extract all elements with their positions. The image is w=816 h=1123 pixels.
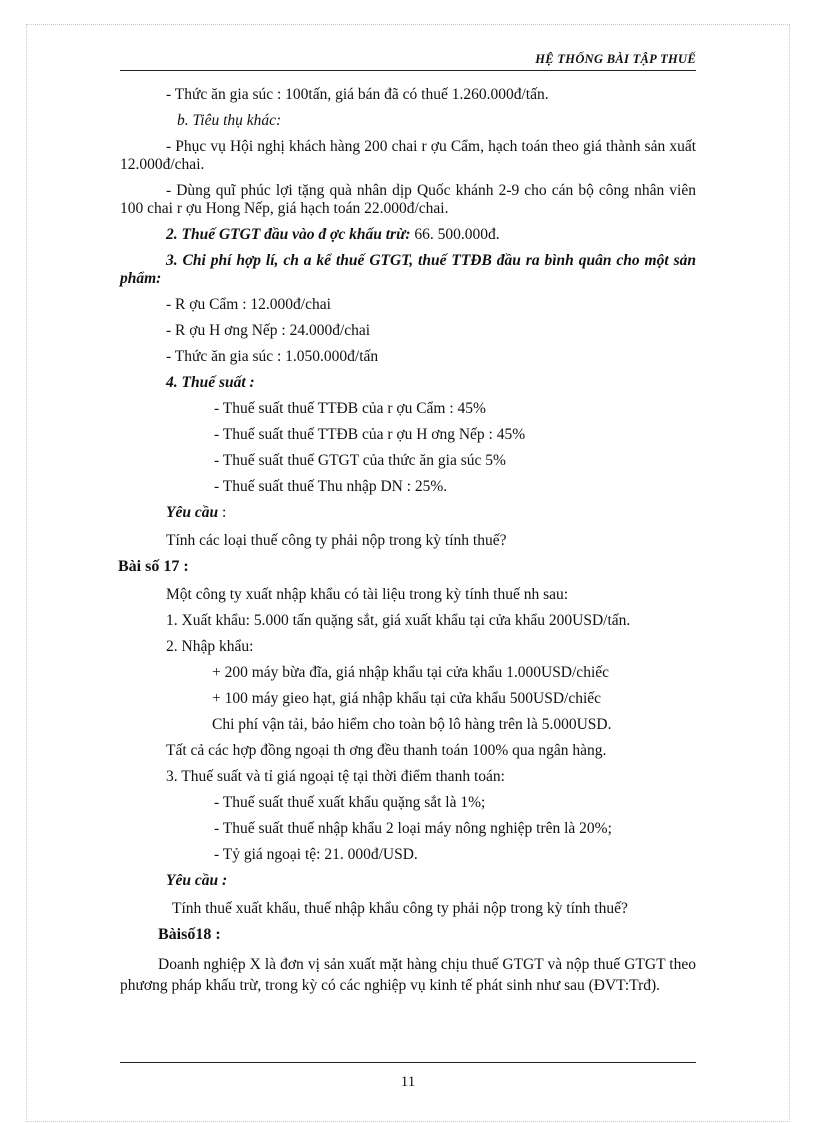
exercise-17-import-line-1: + 200 máy bừa đĩa, giá nhập khẩu tại cửa khẩu 1.000USD/chiếc — [212, 664, 610, 681]
requirement-16-text: Tính các loại thuế công ty phải nộp trong kỳ tính thuế? — [166, 532, 507, 549]
exercise-17-requirement-label: Yêu cầu : — [166, 872, 228, 889]
exercise-17-rates-label: 3. Thuế suất và tỉ giá ngoại tệ tại thời điểm thanh toán: — [166, 768, 505, 785]
tax-rate-heading: 4. Thuế suất : — [166, 374, 255, 391]
exercise-17-import-label: 2. Nhập khẩu: — [166, 638, 254, 655]
footer-divider — [120, 1062, 696, 1063]
running-header: HỆ THỐNG BÀI TẬP THUẾ — [535, 52, 696, 66]
page-content — [120, 86, 696, 996]
requirement-16-label-text: Yêu cầu — [166, 504, 219, 521]
requirement-16-label — [120, 504, 696, 522]
cost-line-2: - R ợu H ơng Nếp : 24.000đ/chai — [166, 322, 371, 339]
exercise-17-contracts: Tất cả các hợp đồng ngoại th ơng đều thanh toán 100% qua ngân hàng. — [166, 742, 607, 759]
cost-heading: 3. Chi phí hợp lí, ch a kể thuế GTGT, thuế TTĐB đầu ra bình quân cho một sản phẩm: — [120, 252, 696, 287]
exercise-17-import-line-2: + 100 máy gieo hạt, giá nhập khẩu tại cửa khẩu 500USD/chiếc — [212, 690, 602, 707]
exercise-17-intro: Một công ty xuất nhập khẩu có tài liệu trong kỳ tính thuế nh sau: — [166, 586, 569, 603]
tax-rate-line-1: - Thuế suất thuế TTĐB của r ợu Cẩm : 45% — [214, 400, 486, 417]
feed-sale-line: - Thức ăn gia súc : 100tấn, giá bán đã có thuế 1.260.000đ/tấn. — [166, 86, 549, 103]
exercise-17-rate-1: - Thuế suất thuế xuất khẩu quặng sắt là 1%; — [214, 794, 486, 811]
exercise-17-transport: Chi phí vận tải, bảo hiểm cho toàn bộ lô hàng trên là 5.000USD. — [212, 716, 612, 733]
exercise-17-rate-2: - Thuế suất thuế nhập khẩu 2 loại máy nông nghiệp trên là 20%; — [214, 820, 612, 837]
other-consumption-item-2: - Dùng quĩ phúc lợi tặng quà nhân dịp Quốc khánh 2-9 cho cán bộ công nhân viên 100 chai r ợu Hong Nếp, giá hạch toán 22.000đ/chai. — [120, 182, 696, 217]
input-vat-line — [120, 226, 696, 244]
requirement-16-colon: : — [218, 504, 227, 521]
exercise-17-export: 1. Xuất khẩu: 5.000 tấn quặng sắt, giá xuất khẩu tại cửa khẩu 200USD/tấn. — [166, 612, 631, 629]
cost-line-3: - Thức ăn gia súc : 1.050.000đ/tấn — [166, 348, 379, 365]
other-consumption-item-1: - Phục vụ Hội nghị khách hàng 200 chai r ợu Cẩm, hạch toán theo giá thành sản xuất 12.000đ/chai. — [120, 138, 696, 173]
page-number: 11 — [400, 1074, 416, 1090]
exercise-17-rate-3: - Tỷ giá ngoại tệ: 21. 000đ/USD. — [214, 846, 418, 863]
exercise-18-title: Bàisố18 : — [158, 926, 221, 943]
input-vat-label: 2. Thuế GTGT đầu vào đ ợc khấu trừ: — [166, 226, 411, 243]
input-vat-value: 66. 500.000đ. — [410, 226, 500, 243]
exercise-17-requirement-text: Tính thuế xuất khẩu, thuế nhập khẩu công ty phải nộp trong kỳ tính thuế? — [172, 900, 628, 917]
exercise-17-title: Bài số 17 : — [118, 558, 189, 575]
tax-rate-line-2: - Thuế suất thuế TTĐB của r ợu H ơng Nếp : 45% — [214, 426, 526, 443]
exercise-18-text: Doanh nghiệp X là đơn vị sản xuất mặt hàng chịu thuế GTGT và nộp thuế GTGT theo phương pháp khấu trừ, trong kỳ có các nghiệp vụ kinh tế phát sinh như sau (ĐVT:Trđ). — [120, 956, 696, 994]
header-divider — [120, 70, 696, 71]
cost-line-1: - R ợu Cẩm : 12.000đ/chai — [166, 296, 331, 313]
tax-rate-line-3: - Thuế suất thuế GTGT của thức ăn gia súc 5% — [214, 452, 506, 469]
tax-rate-line-4: - Thuế suất thuế Thu nhập DN : 25%. — [214, 478, 448, 495]
other-consumption-heading: b. Tiêu thụ khác: — [177, 112, 282, 129]
